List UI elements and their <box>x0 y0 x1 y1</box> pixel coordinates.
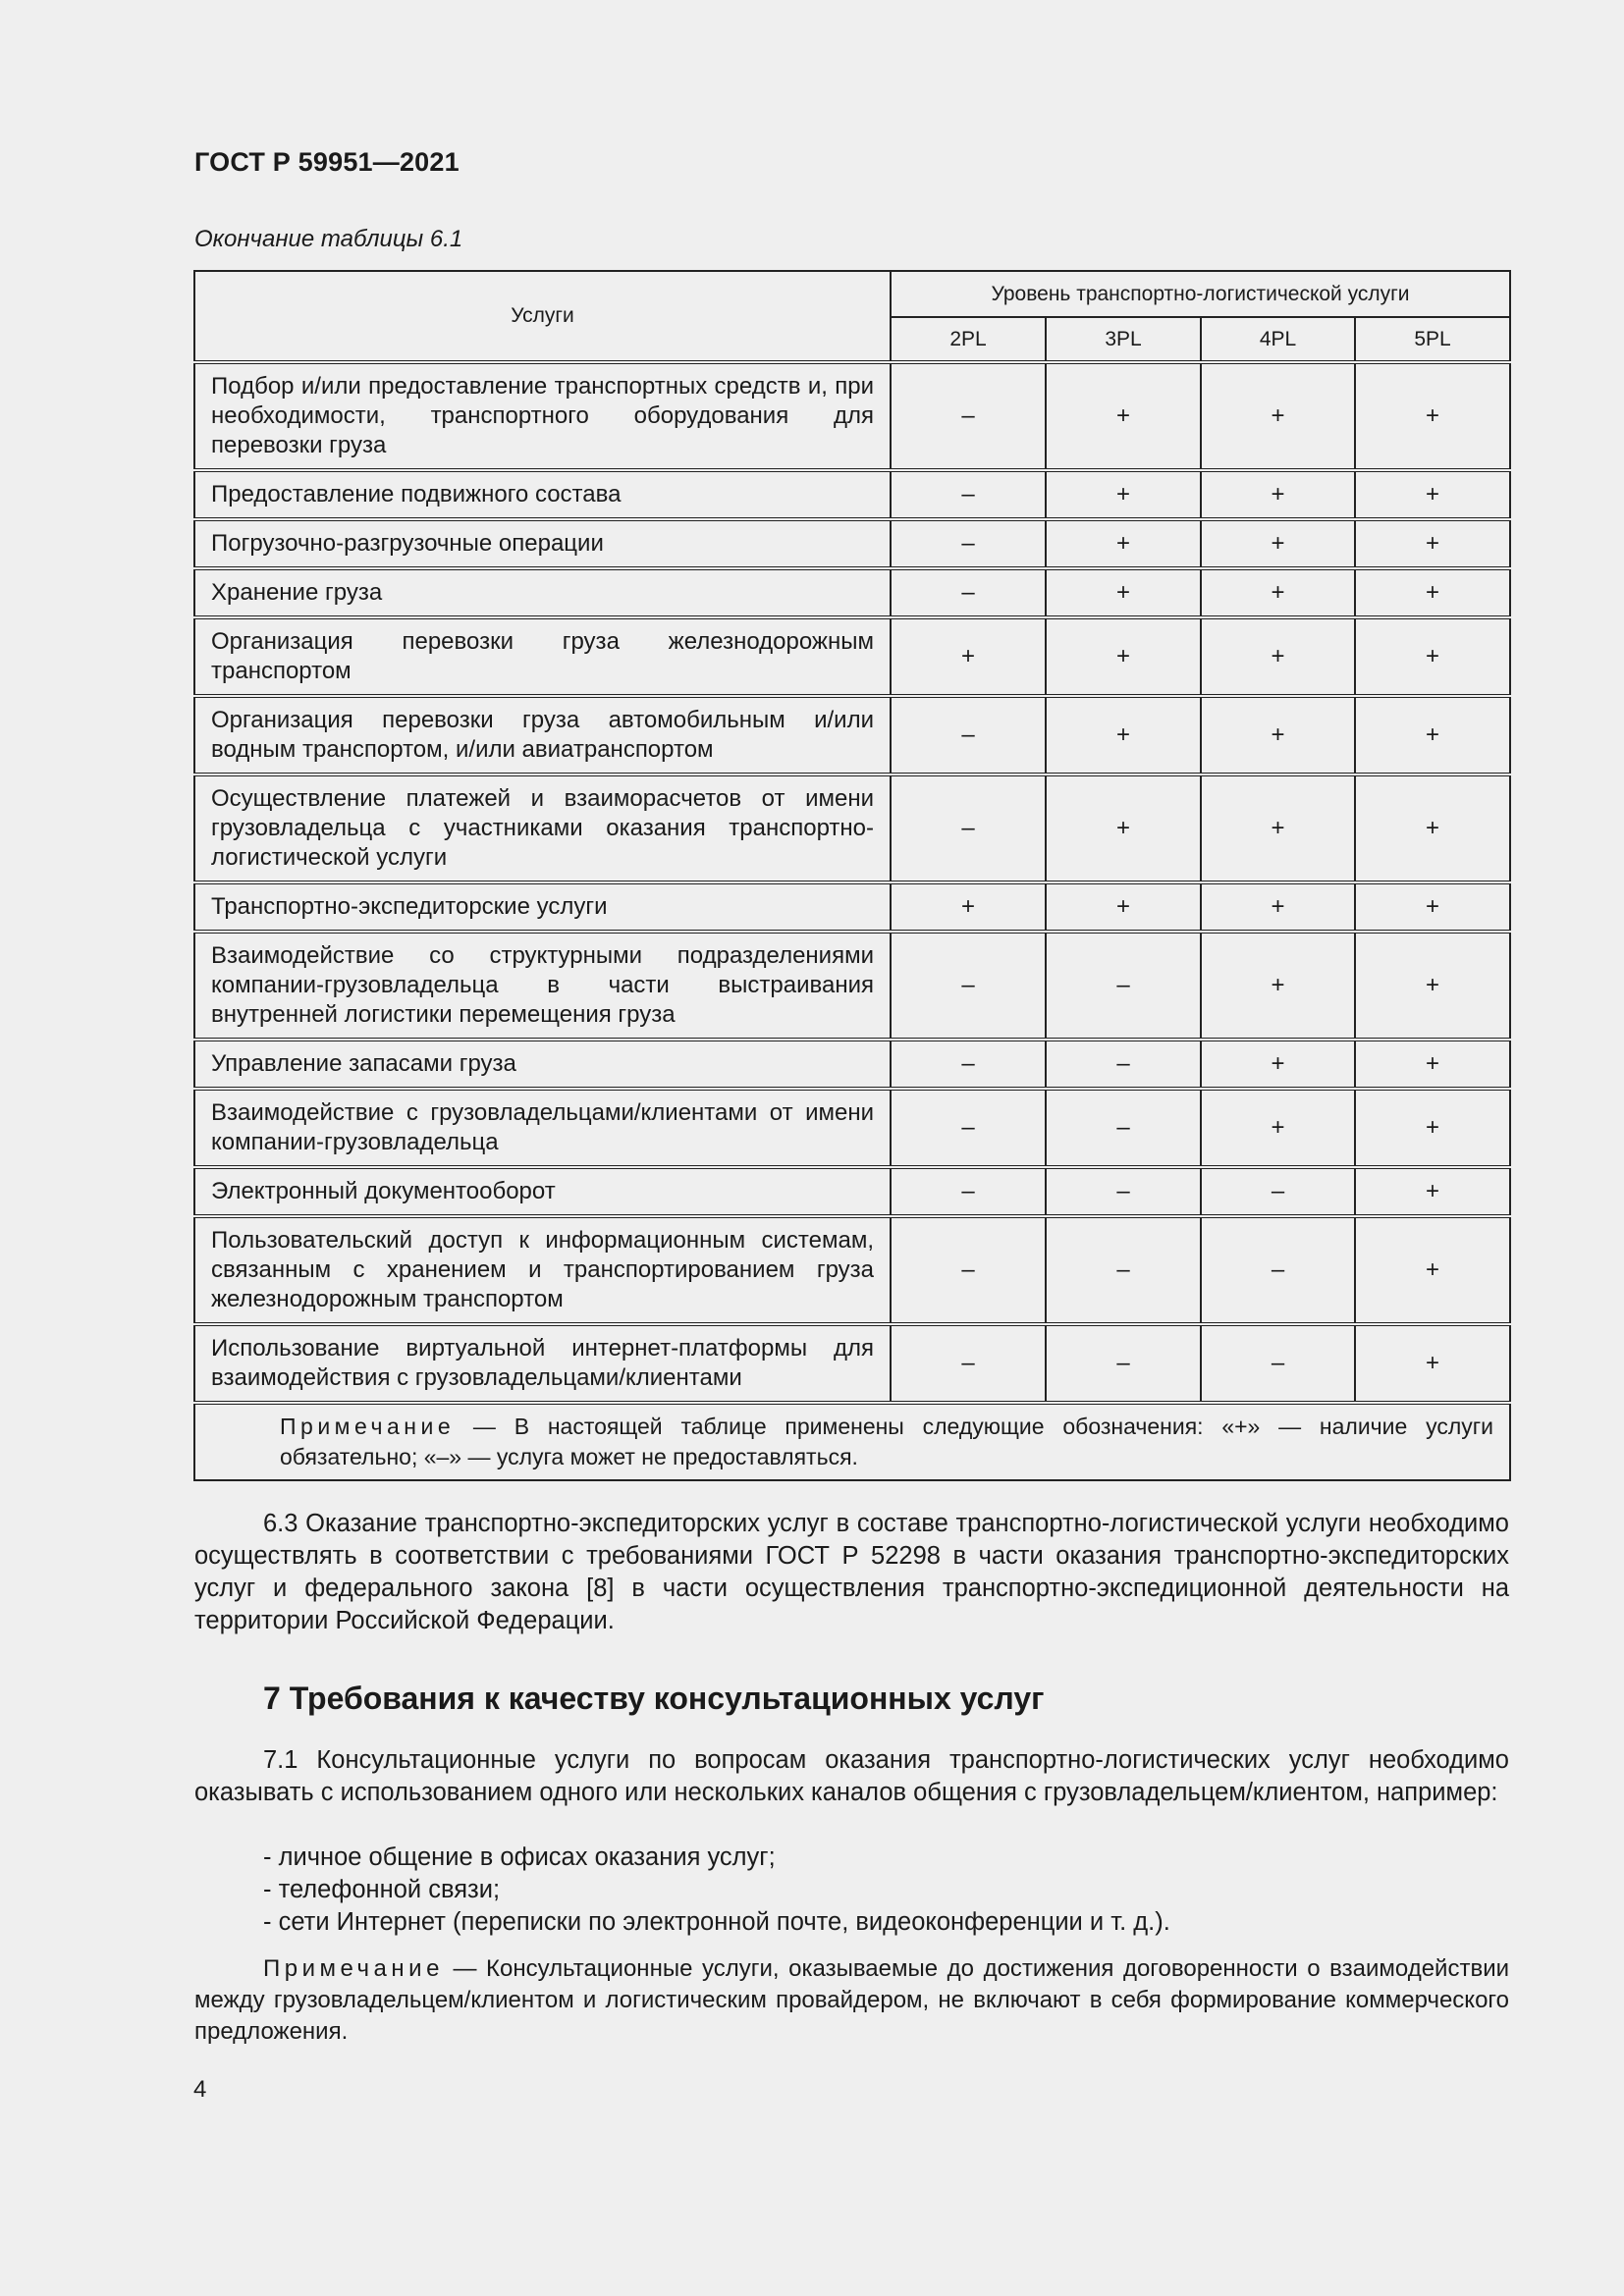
table-row <box>194 1216 1510 1324</box>
service-cell: Хранение груза <box>194 568 891 617</box>
level-mark-cell: – <box>1046 932 1201 1040</box>
service-cell: Пользовательский доступ к информационным системам, связанным с хранением и транспортированием груза железнодорожным транспортом <box>194 1216 891 1324</box>
level-mark-cell: + <box>1046 696 1201 774</box>
service-cell: Погрузочно-разгрузочные операции <box>194 519 891 568</box>
table-note-label: Примечание <box>280 1414 456 1439</box>
table-note-text: — В настоящей таблице применены следующие обозначения: «+» — наличие услуги обязательно; «–» — услуга может не предоставляться. <box>280 1414 1493 1469</box>
list-item: - телефонной связи; <box>263 1876 501 1903</box>
service-cell: Организация перевозки груза автомобильным и/или водным транспортом, и/или авиатранспортом <box>194 696 891 774</box>
level-mark-cell: – <box>891 774 1046 882</box>
level-mark-cell: + <box>1355 470 1510 519</box>
column-header-level: 3PL <box>1046 317 1201 362</box>
services-table <box>193 270 1511 1481</box>
level-mark-cell: – <box>891 696 1046 774</box>
level-mark-cell: + <box>1201 519 1355 568</box>
table-row <box>194 1040 1510 1089</box>
level-mark-cell: + <box>1201 1089 1355 1167</box>
table-row <box>194 1089 1510 1167</box>
level-mark-cell: + <box>1201 362 1355 470</box>
column-header-level: 2PL <box>891 317 1046 362</box>
level-mark-cell: + <box>1355 882 1510 932</box>
level-mark-cell: + <box>1355 568 1510 617</box>
level-mark-cell: + <box>1355 932 1510 1040</box>
service-cell: Управление запасами груза <box>194 1040 891 1089</box>
column-header-level-group: Уровень транспортно-логистической услуги <box>891 271 1510 317</box>
service-cell: Предоставление подвижного состава <box>194 470 891 519</box>
table-row <box>194 470 1510 519</box>
level-mark-cell: + <box>1201 1040 1355 1089</box>
table-row <box>194 1324 1510 1403</box>
level-mark-cell: + <box>1355 1040 1510 1089</box>
level-mark-cell: + <box>1046 362 1201 470</box>
level-mark-cell: + <box>1201 696 1355 774</box>
level-mark-cell: + <box>1201 774 1355 882</box>
service-cell: Взаимодействие со структурными подразделениями компании-грузовладельца в части выстраивания внутренней логистики перемещения груза <box>194 932 891 1040</box>
service-cell: Осуществление платежей и взаиморасчетов от имени грузовладельца с участниками оказания транспортно-логистической услуги <box>194 774 891 882</box>
service-cell: Использование виртуальной интернет-платформы для взаимодействия с грузовладельцами/клиентами <box>194 1324 891 1403</box>
paragraph-7-1: 7.1 Консультационные услуги по вопросам оказания транспортно-логистических услуг необходимо оказывать с использованием одного или нескольких каналов общения с грузовладельцем/клиентом, например: <box>194 1746 1509 1806</box>
list-item: - сети Интернет (переписки по электронной почте, видеоконференции и т. д.). <box>263 1908 1170 1936</box>
table-row <box>194 362 1510 470</box>
level-mark-cell: – <box>891 568 1046 617</box>
level-mark-cell: – <box>891 1324 1046 1403</box>
table-caption: Окончание таблицы 6.1 <box>194 226 463 252</box>
level-mark-cell: + <box>1201 470 1355 519</box>
level-mark-cell: – <box>1046 1216 1201 1324</box>
level-mark-cell: + <box>1201 568 1355 617</box>
page-number: 4 <box>193 2076 207 2103</box>
table-row <box>194 696 1510 774</box>
paragraph-6-3: 6.3 Оказание транспортно-экспедиторских услуг в составе транспортно-логистической услуги необходимо осуществлять в соответствии с требованиями ГОСТ Р 52298 в части оказания транспортно-экспедиторских услуг и федерального закона [8] в части осуществления транспортно-экспедиционной деятельности на территории Российской Федерации. <box>194 1510 1509 1634</box>
level-mark-cell: + <box>891 617 1046 696</box>
level-mark-cell: + <box>1046 617 1201 696</box>
level-mark-cell: + <box>1201 882 1355 932</box>
level-mark-cell: – <box>1201 1324 1355 1403</box>
level-mark-cell: – <box>891 1216 1046 1324</box>
level-mark-cell: – <box>891 519 1046 568</box>
level-mark-cell: + <box>1201 932 1355 1040</box>
document-header: ГОСТ Р 59951—2021 <box>194 147 460 177</box>
level-mark-cell: + <box>1046 568 1201 617</box>
service-cell: Транспортно-экспедиторские услуги <box>194 882 891 932</box>
table-row <box>194 882 1510 932</box>
table-row <box>194 932 1510 1040</box>
level-mark-cell: + <box>1355 1324 1510 1403</box>
service-cell: Электронный документооборот <box>194 1167 891 1216</box>
level-mark-cell: – <box>891 470 1046 519</box>
table-row <box>194 1167 1510 1216</box>
level-mark-cell: – <box>891 1167 1046 1216</box>
level-mark-cell: + <box>1046 774 1201 882</box>
section-7-note <box>194 1953 1509 2048</box>
section-7-note-label: Примечание <box>263 1955 444 1982</box>
service-cell: Подбор и/или предоставление транспортных средств и, при необходимости, транспортного оборудования для перевозки груза <box>194 362 891 470</box>
level-mark-cell: – <box>1046 1089 1201 1167</box>
level-mark-cell: + <box>1046 519 1201 568</box>
service-cell: Взаимодействие с грузовладельцами/клиентами от имени компании-грузовладельца <box>194 1089 891 1167</box>
section-7-title: 7 Требования к качеству консультационных услуг <box>263 1681 1045 1716</box>
column-header-level: 5PL <box>1355 317 1510 362</box>
level-mark-cell: – <box>1046 1324 1201 1403</box>
level-mark-cell: – <box>891 1040 1046 1089</box>
level-mark-cell: + <box>1355 1089 1510 1167</box>
service-cell: Организация перевозки груза железнодорожным транспортом <box>194 617 891 696</box>
table-note <box>194 1403 1510 1480</box>
table-body <box>194 362 1510 1403</box>
table-row <box>194 617 1510 696</box>
level-mark-cell: – <box>1201 1167 1355 1216</box>
level-mark-cell: + <box>1046 470 1201 519</box>
level-mark-cell: + <box>1355 362 1510 470</box>
level-mark-cell: – <box>891 362 1046 470</box>
level-mark-cell: + <box>1355 774 1510 882</box>
level-mark-cell: + <box>1355 696 1510 774</box>
column-header-services: Услуги <box>194 271 891 362</box>
level-mark-cell: – <box>1046 1167 1201 1216</box>
level-mark-cell: – <box>1046 1040 1201 1089</box>
level-mark-cell: – <box>1201 1216 1355 1324</box>
column-header-level: 4PL <box>1201 317 1355 362</box>
level-mark-cell: + <box>1355 1216 1510 1324</box>
level-mark-cell: + <box>891 882 1046 932</box>
level-mark-cell: + <box>1355 519 1510 568</box>
list-item: - личное общение в офисах оказания услуг; <box>263 1843 776 1871</box>
section-7-note-text: — Консультационные услуги, оказываемые до достижения договоренности о взаимодействии между грузовладельцем/клиентом и логистическим провайдером, не включают в себя формирование коммерческого предложения. <box>194 1955 1509 2045</box>
level-mark-cell: + <box>1355 1167 1510 1216</box>
table-row <box>194 519 1510 568</box>
level-mark-cell: + <box>1046 882 1201 932</box>
table-row <box>194 774 1510 882</box>
level-mark-cell: – <box>891 1089 1046 1167</box>
level-mark-cell: + <box>1355 617 1510 696</box>
level-mark-cell: – <box>891 932 1046 1040</box>
table-row <box>194 568 1510 617</box>
level-mark-cell: + <box>1201 617 1355 696</box>
